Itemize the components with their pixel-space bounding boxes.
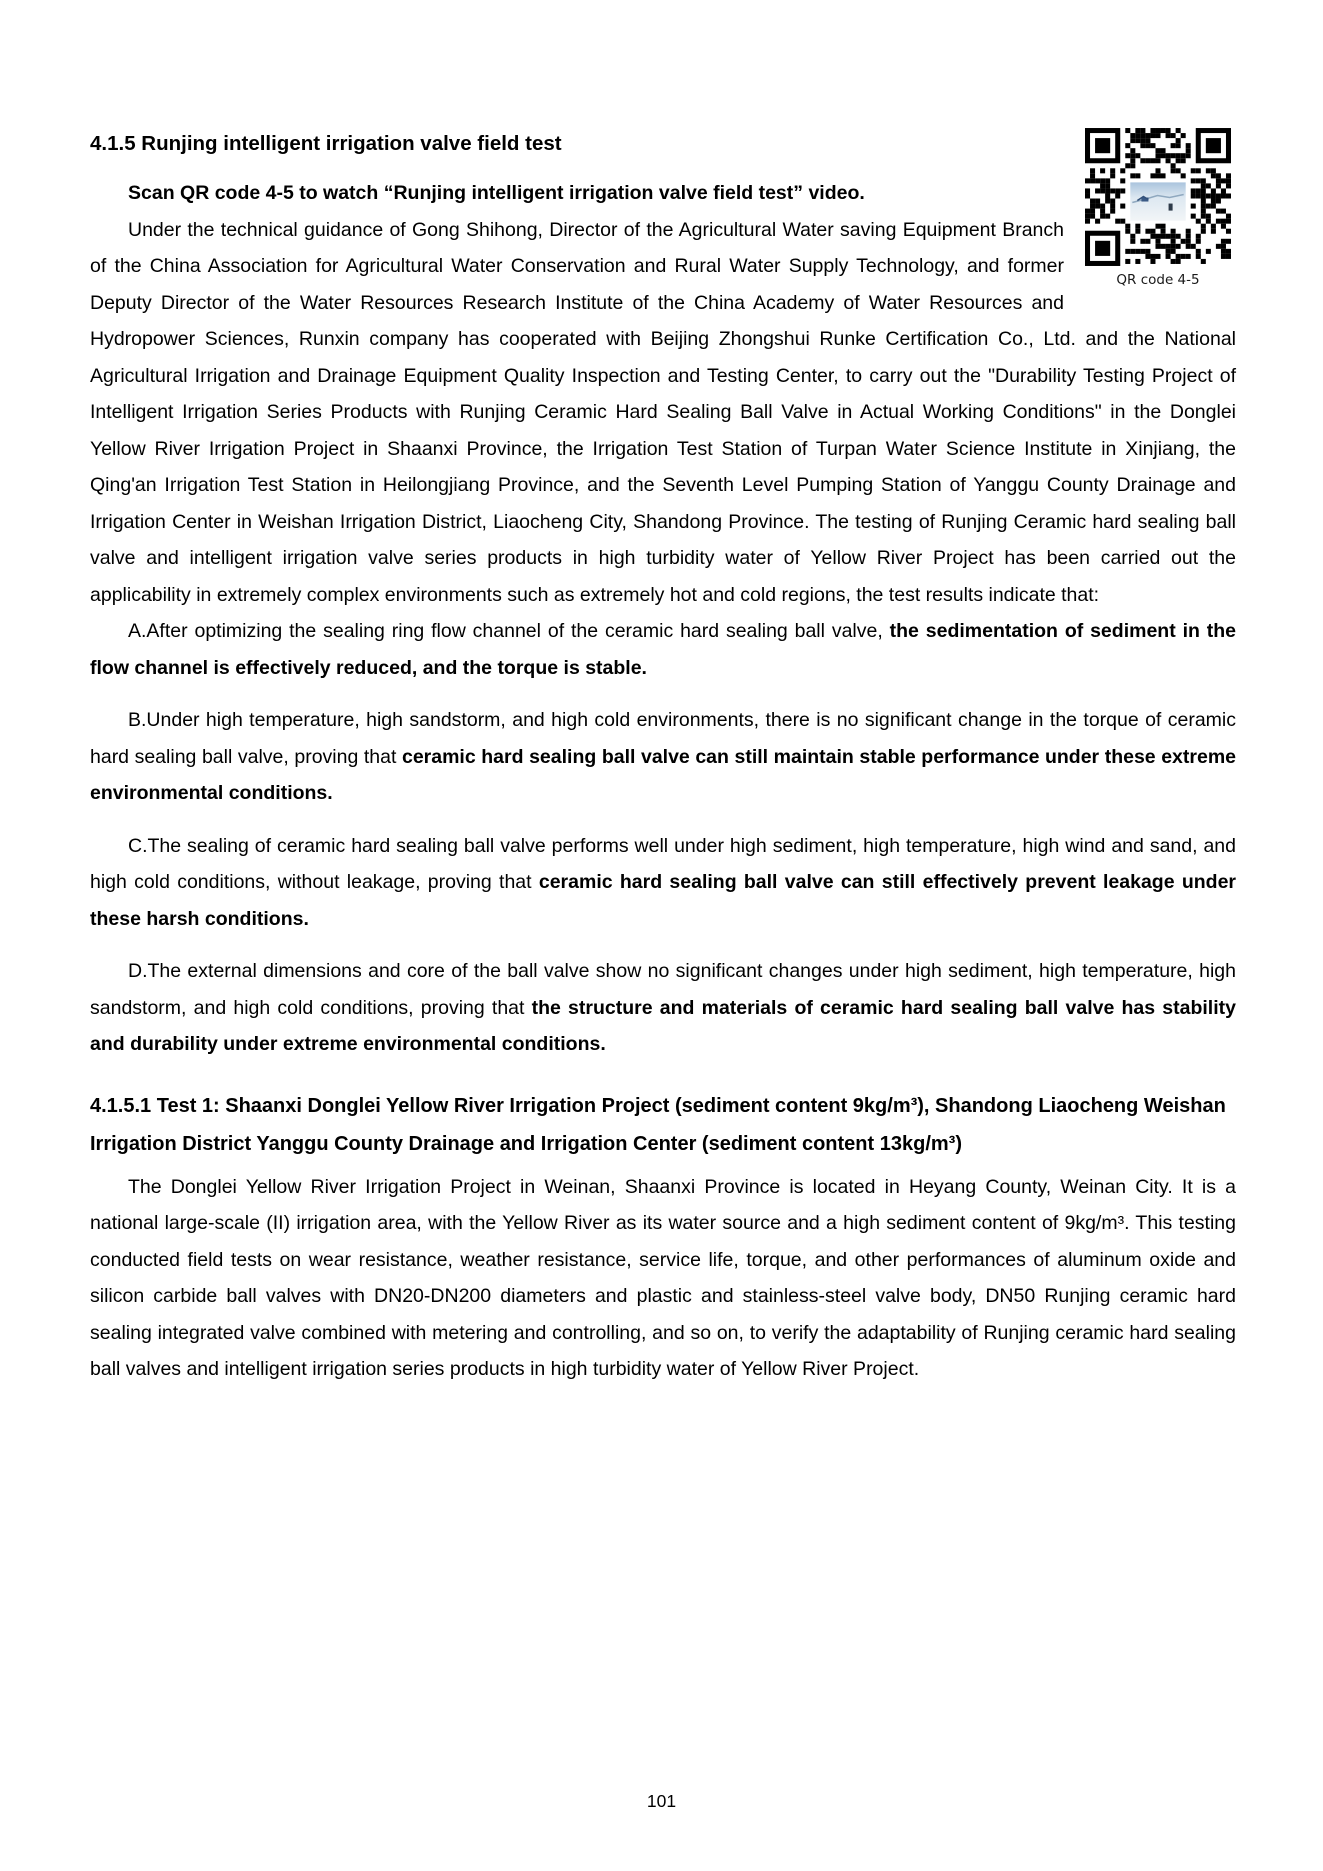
finding-d-text: D.The external dimensions and core of the ball valve show no significant changes under high sediment, high temperature, high sandstorm, and high cold conditions, proving that [90, 960, 1236, 1019]
qr-embedded-photo [1128, 180, 1187, 222]
finding-d-bold: the structure and materials of ceramic hard sealing ball valve has stability and durability under extreme environmental conditions. [90, 996, 1236, 1055]
scan-instruction: Scan QR code 4-5 to watch “Runjing intelligent irrigation valve field test” video. [128, 182, 865, 204]
qr-code-image [1085, 128, 1231, 266]
section-heading: 4.1.5 Runjing intelligent irrigation valve field test [90, 132, 562, 155]
qr-code-caption: QR code 4-5 [1116, 272, 1200, 288]
subsection-paragraph: The Donglei Yellow River Irrigation Project in Weinan, Shaanxi Province is located in Heyang County, Weinan City. It is a national large-scale (II) irrigation area, with the Yellow River as its water source and a high sediment content of 9kg/m³. This testing conducted field tests on wear resistance, weather resistance, service life, torque, and other performances of aluminum oxide and silicon carbide ball valves with DN20-DN200 diameters and plastic and stainless-steel valve body, DN50 Runjing ceramic hard sealing integrated valve combined with metering and controlling, and so on, to verify the adaptability of Runjing ceramic hard sealing ball valves and intelligent irrigation series products in high turbidity water of Yellow River Project. [90, 1175, 1236, 1380]
finding-a-bold: the sedimentation of sediment in the flow channel is effectively reduced, and the torque is stable. [90, 620, 1237, 679]
finding-c [90, 828, 1236, 938]
finding-b-bold: ceramic hard sealing ball valve can still maintain stable performance under these extreme environmental conditions. [90, 745, 1237, 804]
intro-paragraph: Under the technical guidance of Gong Shihong, Director of the Agricultural Water saving Equipment Branch of the China Association for Agricultural Water Conservation and Rural Water Supply Technology, and former Deputy Director of the Water Resources Research Institute of the China Academy of Water Resources and Hydropower Sciences, Runxin company has cooperated with Beijing Zhongshui Runke Certification Co., Ltd. and the National Agricultural Irrigation and Drainage Equipment Quality Inspection and Testing Center, to carry out the "Durability Testing Project of Intelligent Irrigation Series Products with Runjing Ceramic Hard Sealing Ball Valve in Actual Working Conditions" in the Donglei Yellow River Irrigation Project in Shaanxi Province, the Irrigation Test Station of Turpan Water Science Institute in Xinjiang, the Qing'an Irrigation Test Station in Heilongjiang Province, and the Seventh Level Pumping Station of Yanggu County Drainage and Irrigation Center in Weishan Irrigation District, Liaocheng City, Shandong Province. The testing of Runjing Ceramic hard sealing ball valve and intelligent irrigation valve series products in high turbidity water of Yellow River Project has been carried out the applicability in extremely complex environments such as extremely hot and cold regions, the test results indicate that: [90, 218, 1236, 606]
page-content [90, 126, 1236, 1388]
subsection-heading: 4.1.5.1 Test 1: Shaanxi Donglei Yellow River Irrigation Project (sediment content 9kg/m³), Shandong Liaocheng Weishan Irrigation District Yanggu County Drainage and Irrigation Center (sediment content 13kg/m³) [90, 1094, 1226, 1155]
finding-a-text: A.After optimizing the sealing ring flow channel of the ceramic hard sealing ball valve, [128, 620, 890, 642]
finding-c-bold: ceramic hard sealing ball valve can still effectively prevent leakage under these harsh conditions. [90, 871, 1237, 930]
finding-a [90, 613, 1236, 686]
finding-b [90, 702, 1236, 812]
finding-c-text: C.The sealing of ceramic hard sealing ball valve performs well under high sediment, high temperature, high wind and sand, and high cold conditions, without leakage, proving that [90, 834, 1236, 893]
qr-code-figure [1080, 128, 1236, 289]
finding-b-text: B.Under high temperature, high sandstorm, and high cold environments, there is no significant change in the torque of ceramic hard sealing ball valve, proving that [90, 709, 1236, 768]
page-number: 101 [646, 1791, 677, 1811]
finding-d [90, 953, 1236, 1063]
